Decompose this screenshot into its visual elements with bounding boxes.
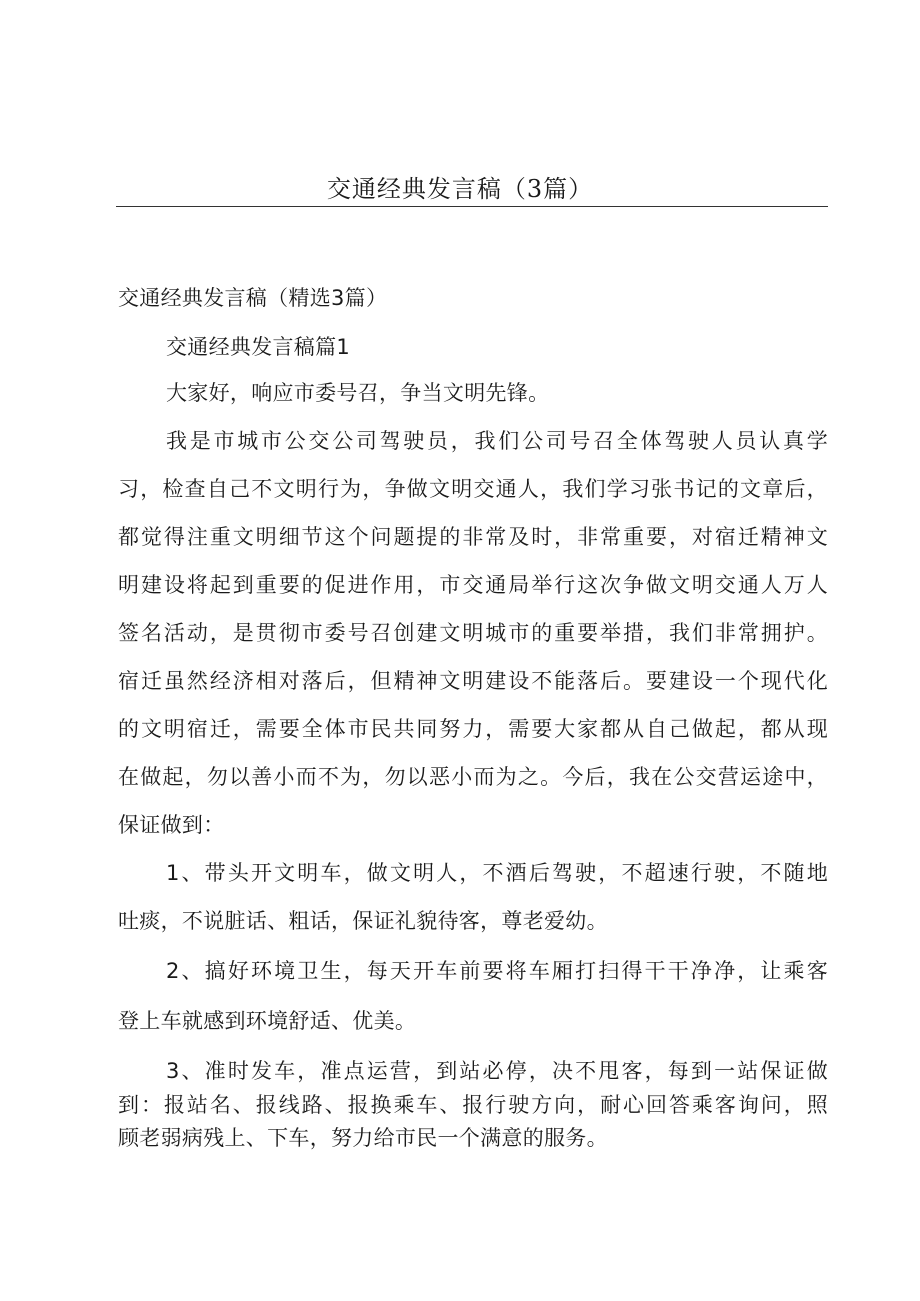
section-heading: 交通经典发言稿篇1 xyxy=(166,335,351,359)
greeting-line: 大家好，响应市委号召，争当文明先锋。 xyxy=(166,381,550,405)
paragraph-line: 签名活动，是贯彻市委号召创建文明城市的重要举措，我们非常拥护。 xyxy=(118,621,828,645)
document-subtitle: 交通经典发言稿（精选3篇） xyxy=(118,286,388,310)
list-item-line: 吐痰，不说脏话、粗话，保证礼貌待客，尊老爱幼。 xyxy=(118,909,608,933)
paragraph-line: 明建设将起到重要的促进作用，市交通局举行这次争做文明交通人万人 xyxy=(118,573,828,597)
title-divider xyxy=(116,206,828,207)
list-item-line: 到：报站名、报线路、报换乘车、报行驶方向，耐心回答乘客询问，照 xyxy=(118,1093,828,1117)
list-item-line: 顾老弱病残上、下车，努力给市民一个满意的服务。 xyxy=(118,1126,608,1150)
page-title: 交通经典发言稿（3篇） xyxy=(326,175,594,203)
paragraph-line: 保证做到： xyxy=(118,813,225,837)
list-item-line: 2、搞好环境卫生，每天开车前要将车厢打扫得干干净净，让乘客 xyxy=(166,959,828,983)
paragraph-line: 的文明宿迁，需要全体市民共同努力，需要大家都从自己做起，都从现 xyxy=(118,717,828,741)
paragraph-line: 都觉得注重文明细节这个问题提的非常及时，非常重要，对宿迁精神文 xyxy=(118,525,828,549)
paragraph-line: 宿迁虽然经济相对落后，但精神文明建设不能落后。要建设一个现代化 xyxy=(118,669,828,693)
paragraph-line: 我是市城市公交公司驾驶员，我们公司号召全体驾驶人员认真学 xyxy=(166,429,828,453)
list-item-line: 1、带头开文明车，做文明人，不酒后驾驶，不超速行驶，不随地 xyxy=(166,861,828,885)
list-item-line: 3、准时发车，准点运营，到站必停，决不甩客，每到一站保证做 xyxy=(166,1059,828,1083)
paragraph-line: 在做起，勿以善小而不为，勿以恶小而为之。今后，我在公交营运途中， xyxy=(118,765,828,789)
paragraph-line: 习，检查自己不文明行为，争做文明交通人，我们学习张书记的文章后， xyxy=(118,477,828,501)
list-item-line: 登上车就感到环境舒适、优美。 xyxy=(118,1009,417,1033)
